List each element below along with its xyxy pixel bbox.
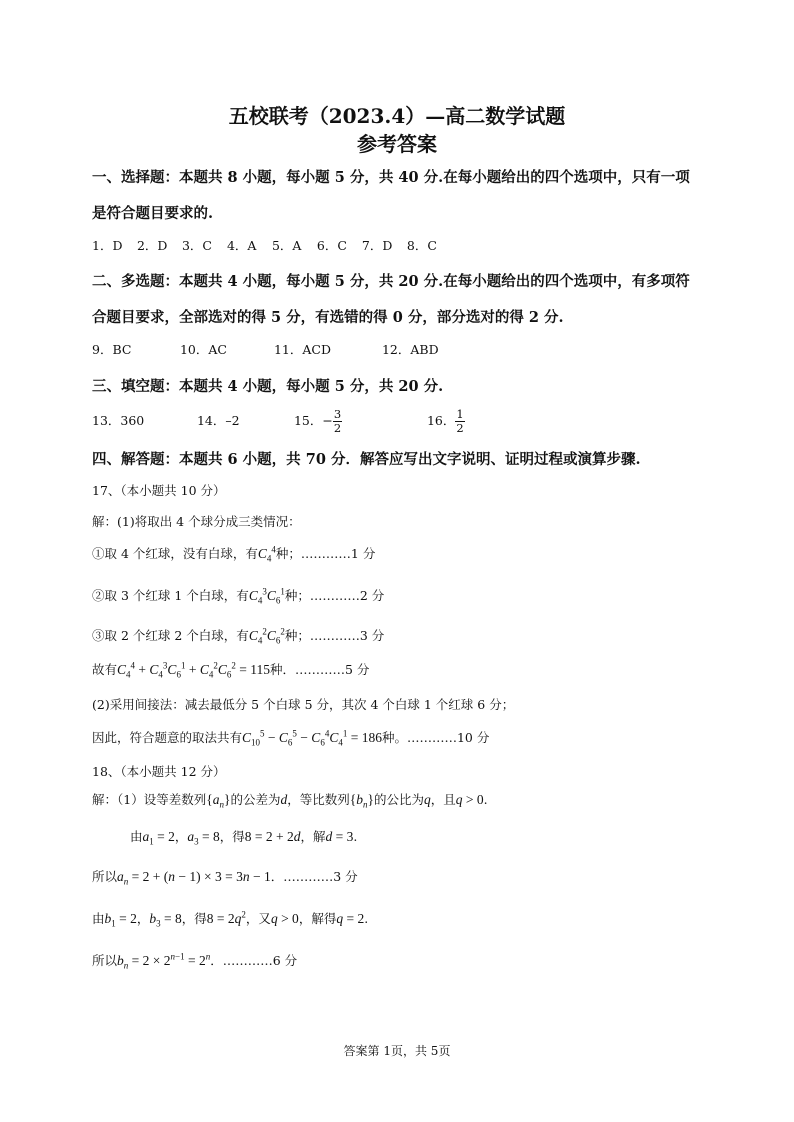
formula: $b_n = 2 \times 2^{n-1} = 2^n$: [117, 951, 211, 971]
answer-7: 7．D: [361, 238, 393, 253]
answer-4: 4．A: [226, 238, 257, 253]
section2-heading-1: 二、多选题：本题共 4 小题，每小题 5 分，共 20 分.在每小题给出的四个选项中，有多项符: [92, 273, 690, 290]
q17-part2: (2)采用间接法：减去最低分 5 个白球 5 分，其次 4 个白球 1 个红球 6 分；: [92, 697, 515, 712]
answer-8: 8．C: [406, 238, 437, 253]
formula: $C_4^2C_6^2$: [248, 626, 285, 646]
page-footer: 答案第 1页，共 5页: [343, 1044, 451, 1058]
section1-heading-2: 是符合题目要求的.: [92, 205, 214, 222]
formula: $C_{10}^5 - C_6^5 - C_6^4C_4^1 = 186$: [242, 728, 382, 748]
answer-15: 15．− $\frac{3}{2}$: [293, 407, 342, 435]
answer-5: 5．A: [271, 238, 302, 253]
q18-line3: 所以$a_n = 2 + (n - 1) \times 3 = 3n - 1$．…………3 分: [92, 869, 358, 887]
q18-line1: 解：（1）设等差数列$\{a_n\}$的公差为d，等比数列$\{b_n\}$的公比为q，且q > 0.: [92, 792, 488, 810]
q18-line5: 所以$b_n = 2 \times 2^{n-1} = 2^n$．…………6 分: [92, 951, 298, 971]
answer-16: 16． $\frac{1}{2}$: [426, 407, 464, 435]
answer-3: 3．C: [181, 238, 212, 253]
formula: $a_1 = 2$: [142, 829, 175, 847]
answer-9: 9．BC: [92, 342, 132, 357]
formula: 8 = 2 + 2d: [244, 829, 301, 844]
formula: $8 = 2q^2$: [206, 909, 246, 926]
fraction-15: $\frac{3}{2}$: [333, 407, 342, 435]
formula: $\{b_n\}$: [349, 792, 374, 810]
formula: $a_3 = 8$: [187, 829, 220, 847]
q18-line2: 由$a_1 = 2$，$a_3 = 8$，得8 = 2 + 2d，解d = 3.: [130, 829, 358, 847]
formula: $b_1 = 2$: [104, 911, 137, 929]
formula: $a_n = 2 + (n - 1) \times 3 = 3n - 1$: [117, 869, 271, 887]
section1-heading-1: 一、选择题：本题共 8 小题，每小题 5 分，共 40 分.在每小题给出的四个选项中，只有一项: [92, 169, 690, 186]
section4-heading: 四、解答题：本题共 6 小题，共 70 分．解答应写出文字说明、证明过程或演算步骤.: [92, 451, 641, 468]
answer-2: 2．D: [136, 238, 168, 253]
q17-intro: 解：(1)将取出 4 个球分成三类情况：: [92, 514, 301, 529]
formula: d = 3: [325, 829, 354, 844]
formula: $C_4^4$: [257, 544, 276, 564]
formula: q > 0: [270, 911, 299, 926]
answer-6: 6．C: [316, 238, 347, 253]
answer-14: 14．–2: [196, 413, 240, 428]
formula: $\{a_n\}$: [206, 792, 231, 810]
formula: $C_4^3C_6^1$: [248, 586, 285, 606]
section2-answers: [92, 340, 439, 358]
q18-header: 18、（本小题共 12 分）: [92, 764, 226, 779]
answer-12: 12．ABD: [381, 342, 439, 357]
section3-answers: [92, 408, 465, 435]
page-subtitle: 参考答案: [357, 132, 437, 156]
answer-13: 13．360: [92, 413, 145, 428]
page-title: 五校联考（2023.4）—高二数学试题: [228, 104, 566, 128]
fraction-16: $\frac{1}{2}$: [456, 407, 464, 435]
formula: q = 2: [336, 911, 365, 926]
q17-sum: 故有$C_4^4 + C_4^3C_6^1 + C_4^2C_6^2 = 115$种．…………5 分: [92, 660, 370, 680]
q17-conclusion: 因此，符合题意的取法共有$C_{10}^5 - C_6^5 - C_6^4C_4^1 = 186$种。…………10 分: [92, 728, 490, 748]
q18-line4: 由$b_1 = 2$，$b_3 = 8$，得$8 = 2q^2$，又q > 0，解得q = 2.: [92, 909, 369, 929]
formula: $b_3 = 8$: [149, 911, 182, 929]
section1-answers: [92, 236, 437, 254]
answer-10: 10．AC: [179, 342, 227, 357]
q17-case2: ②取 3 个红球 1 个白球，有$C_4^3C_6^1$种；…………2 分: [92, 586, 385, 606]
section2-heading-2: 合题目要求，全部选对的得 5 分，有选错的得 0 分，部分选对的得 2 分.: [92, 309, 564, 326]
formula: $C_4^4 + C_4^3C_6^1 + C_4^2C_6^2 = 115$: [117, 660, 270, 680]
q17-header: 17、（本小题共 10 分）: [92, 483, 226, 498]
q17-case3: ③取 2 个红球 2 个白球，有$C_4^2C_6^2$种；…………3 分: [92, 626, 385, 646]
answer-11: 11．ACD: [273, 342, 331, 357]
formula: q > 0: [455, 792, 484, 807]
q17-case1: ①取 4 个红球，没有白球，有$C_4^4$种；…………1 分: [92, 544, 376, 564]
answer-1: 1．D: [92, 238, 123, 253]
section3-heading: 三、填空题：本题共 4 小题，每小题 5 分，共 20 分.: [92, 378, 444, 395]
